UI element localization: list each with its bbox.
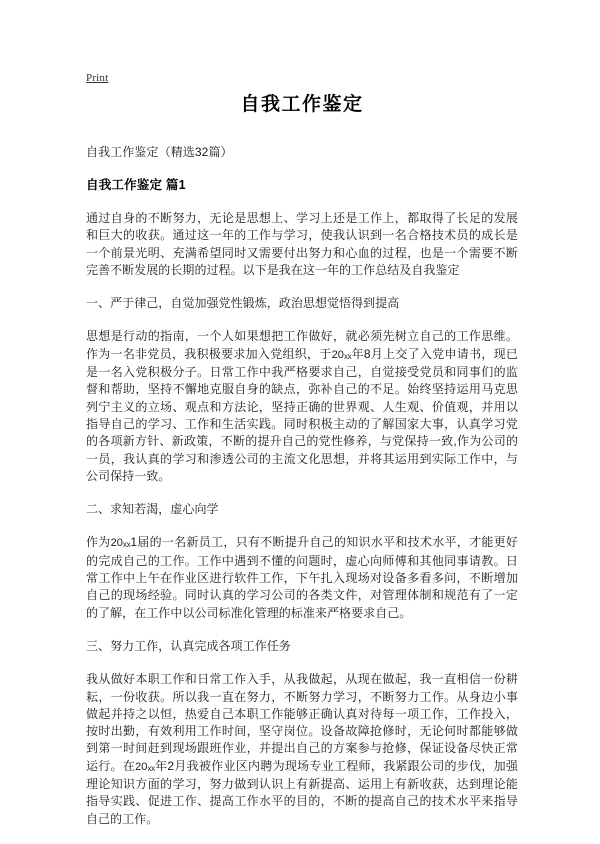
article-heading: 自我工作鉴定 篇1	[86, 178, 186, 192]
intro-paragraph: 通过自身的不断努力，无论是思想上、学习上还是工作上，都取得了长足的发展和巨大的收获。通过这一年的工作与学习，使我认识到一名合格技术员的成长是一个前景光明、充满希望同时又需要付出努力和心血的过程，也是一个需要不断完善不断发展的长期的过程。以下是我在这一年的工作总结及自我鉴定	[86, 211, 518, 277]
year-token-1: $20_{xx}$	[331, 348, 352, 361]
section-body-1-part-b: 年8月上交了入党申请书，现已是一名入党积极分子。日常工作中我严格要求自己，自觉接受党员和同事们的监督和帮助，坚持不懈地克服自身的缺点，弥补自己的不足。始终坚持运用马克思列宁主义的立场、观点和方法论，坚持正确的世界观、人生观、价值观，并用以指导自己的学习、工作和生活实践。同时积极主动的了解国家大事，认真学习党的各项新方针、新政策，不断的提升自己的党性修养，与党保持一致,作为公司的一员，我认真的学习和渗透公司的主流文化思想，并将其运用到实际工作中，与公司保持一致。	[86, 346, 518, 483]
section-body-2-part-a: 作为	[86, 535, 111, 550]
section-body-1	[86, 328, 518, 485]
year-token-3: $20_{xx}$	[135, 760, 155, 773]
section-heading-2: 二、求知若渴，虚心向学	[86, 502, 219, 517]
section-body-2-part-b: 届的一名新员工，只有不断提升自己的知识水平和技术水平，才能更好的完成自己的工作。工作中遇到不懂的问题时，虚心向师傅和其他同事请教。日常工作中上午在作业区进行软件工作，下午扎入现场对设备多看多问，不断增加自己的现场经验。同时认真的学习公司的各类文件，对管理体制和规范有了一定的了解，在工作中以公司标准化管理的标准来严格要求自己。	[86, 535, 518, 620]
year-token-2: $20_{xx}$	[110, 537, 131, 550]
section-body-1-part-a: 思想是行动的指南，一个人如果想把工作做好，就必须先树立自己的工作思维。作为一名非党员，我积极要求加入党组织，于	[86, 329, 518, 361]
print-link[interactable]: Print	[86, 72, 109, 84]
section-heading-3: 三、努力工作，认真完成各项工作任务	[86, 638, 291, 653]
section-body-2	[86, 534, 518, 621]
document-subtitle: 自我工作鉴定（精选32篇）	[86, 145, 233, 159]
page-title: 自我工作鉴定	[240, 94, 364, 115]
document-content	[86, 92, 518, 844]
section-body-3-part-b: 年2月我被作业区内聘为现场专业工程师，我紧跟公司的步伐，加强理论知识方面的学习，努力做到认识上有新提高、运用上有新收获，达到理论能指导实践、促进工作、提高工作水平的目的，不断的提高自己的技术水平来指导自己的工作。	[86, 758, 518, 826]
year-suffix-2: 1	[130, 535, 138, 550]
section-body-3-part-a: 我从做好本职工作和日常工作入手，从我做起，从现在做起，我一直相信一份耕耘，一份收获。所以我一直在努力，不断努力学习，不断努力工作。从身边小事做起并持之以恒，热爱自己本职工作能够正确认真对待每一项工作，工作投入，按时出勤，有效利用工作时间，坚守岗位。设备故障抢修时，无论何时都能够做到第一时间赶到现场跟班作业，并提出自己的方案参与抢修，保证设备尽快正常运行。在	[86, 672, 518, 773]
section-heading-1: 一、严于律己，自觉加强党性锻炼，政治思想觉悟得到提高	[86, 296, 400, 311]
section-body-3	[86, 671, 518, 828]
